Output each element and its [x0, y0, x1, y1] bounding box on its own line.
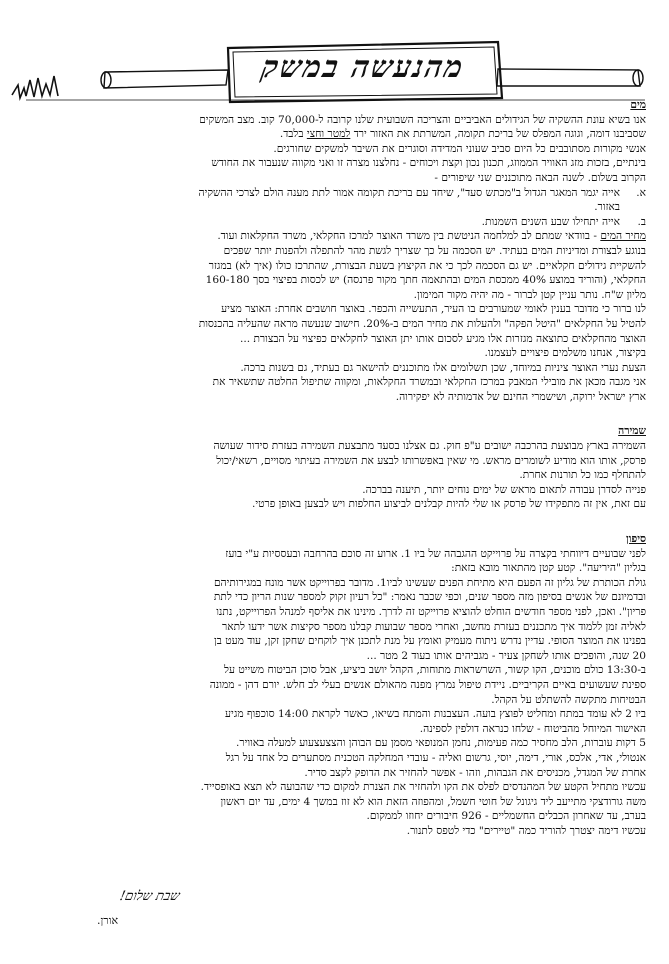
water-item-a-text: [26, 186, 620, 215]
water-item-a-line-1: אייה יגמר המאגר הגדול ב"מכתש סעד", שיחד עם בריכת תקומה אמור לתת מענה הולם לצרכי ההשקיה: [198, 186, 620, 199]
siphon-paragraph-12: ביו 2 לא עומד במתח ומחליט לפוצץ בועה. העצבנות והמתח בשיאו, כאשר לקראת 14:00 סוכפוף מגיע: [225, 708, 646, 721]
water-price-line-1: [26, 229, 646, 244]
siphon-paragraph-18: משה גורודצקי מתייעב ליד גיגונל של חוטי חשמל, ומהפוזה הזאת הוא לא זוז במשך 4 ימים, עד יום ראשון: [220, 795, 646, 808]
siphon-paragraph-6: לאליה זמן ללמוד איך מתכננים בעזרת מחשב, ואחרי מספר שבועות קבלנו מספר סקיצות אשר ידעו לתאר: [222, 620, 646, 633]
siphon-paragraph-2: בגליון "היריעה". קטע קטן מהתאור מובא בזאת:: [451, 562, 646, 575]
author-signature: אורן.: [97, 914, 119, 927]
water-price-line-2: בנוגע לבצורת ומדיניות המים בעתיד. יש הסכמה על כך שצריך לגשת מהר להתפלה ולהפנות יותר שפכים: [223, 244, 646, 257]
siphon-paragraph-20: עכשיו דימה יצטרך להוריד כמה "טיירים" כדי לטפס לתנור.: [406, 824, 646, 837]
water-price-line-5: מליון ש"ח. נותר עניין קטן לברור - מה יהיה מקור המימון.: [413, 288, 646, 301]
guard-paragraph-1: השמירה בארץ מבוצעת בהרכבה ישובים ע"פ חוק. גם אצלנו בסעד מתבצעת השמירה בעזרת סידור שעושה: [213, 440, 646, 453]
siphon-paragraph-16: אחרת של המגדל, מכניסים את הגבהות, וזהו - אפשר להחזיר את הדופק לקצב סדיר.: [304, 766, 646, 779]
guard-section-title: שמירה: [618, 425, 646, 438]
water-proposal-line-1: הצעת נערי האוצר ציניות במיוחד, שכן תשלומים אלו מתוכננים להישאר גם בעתיד, גם בשנות ברכה.: [240, 361, 646, 374]
siphon-paragraph-14: 5 דקות עוברות, הלב מחסיר כמה פעימות, נחמן המנופאי מסמן עם הבוהן והצצעצעוע למעלה באוויר.: [236, 737, 646, 750]
guard-paragraph-3: להתחלף כמו כל תורנות אחרת.: [519, 469, 646, 482]
siphon-paragraph-1: לפני שבועיים דיווחתי בקצרה על פרוייקט ההגבהה של ביו 1. ארוע זה סוכם בהרחבה ובעססיות ע"י בועז: [225, 547, 646, 560]
masthead-title: מהנעשה במשק: [258, 50, 468, 85]
water-price-text-1: - בוודאי שמתם לב למלחמה הניטשת בין משרד האוצר למרכז החקלאי, משרד החקלאות ועוד.: [217, 230, 601, 243]
water-treasury-line-2: להטיל על החקלאים "היטל הפקה" ולהעלות את מחיר המים ב-20%. חישוב שנעשה מראה שהעליה בהכנסות: [198, 317, 646, 330]
siphon-paragraph-3: גולת הכותרת של גליון זה הפעם היא מתיחת הפנים שעשינו לביו1. מדובר בפרוייקט אשר מונח במגירותיהם: [213, 576, 646, 589]
water-proposal-line-2: אני מגבה מכאן את מובילי המאבק במרכז החקלאי ובמשרד החקלאות, ומקווה שתיפול החלטה שתשאיר את: [212, 376, 646, 389]
guard-paragraph-4: פנייה לסדרן עבודה לתאום מראש של ימים נוחים יותר, תיענה בברכה.: [362, 483, 646, 496]
siphon-paragraph-19: בערב, עד שאחרון הכבלים החשמליים - 926 חיבורים יחוזו לממקום.: [366, 810, 646, 823]
masthead: [0, 0, 669, 110]
signoff-greeting: שבת שלום!: [118, 889, 181, 904]
siphon-paragraph-17: עכשיו מתחיל הקטע של המהנדסים לפלס את הקו ולהחזיר את הצנרת למקום כדי שהבועה לא תצא באופסייד.: [200, 781, 646, 794]
guard-section: [26, 424, 646, 512]
water-item-a-line-2: באזור.: [594, 201, 620, 214]
siphon-paragraph-5: פריון". ואכן, לפני מספר חודשים הוחלט להוציא פרוייקט זה לדרך. מינינו את אליסף למנהל הפרוייקט, נתנו: [216, 606, 646, 618]
siphon-paragraph-11: הבטיחות מתקשה להשתלט על הקהל.: [491, 693, 646, 706]
siphon-paragraph-8: 20 שנה, והופכים אותו לשחקן צעיר - מגביהים אותו בעוד 2 מטר ...: [366, 649, 646, 662]
water-treasury-line-3: האוצר מהחקלאים כתוצאה מגזרות אלו מגיע לסכום אותו יתן האוצר לחקלאים כפיצוי על הבצורת ...: [240, 332, 646, 345]
water-item-b: [26, 215, 646, 230]
water-paragraph-2a: שסביבנו דומה, וגוגה המפלס של בריכת תקומה, המשרתת את האזור ירד: [350, 128, 646, 141]
guard-paragraph-5: עם זאת, אין זה מתפקידו של פרסק או שלי להיות קבלנים לביצוע החלפות ויש לבצען באופן פרטי.: [252, 498, 646, 511]
guard-paragraph-2: פרסק, אותו הוא מודיע לשומרים מראש. מי שאין באפשרותו לבצע את השמירה בעיתוי מסויים, רשאי/יכול: [216, 454, 646, 467]
siphon-paragraph-15: אנטולי, אדי, אלכס, אורי, דימה, יוסי, גרשום ואליה - עובדי המחלקה הטכנית מסתערים כל אחד על רגל: [225, 751, 646, 764]
water-item-a-number: א.: [636, 186, 646, 199]
water-paragraph-2b: בלבד.: [279, 128, 307, 141]
water-item-b-text: אייה יתחילו שבע השנים השמנות.: [481, 215, 620, 228]
siphon-section: [26, 532, 646, 838]
water-section: [26, 98, 646, 404]
water-paragraph-2: [26, 127, 646, 142]
siphon-paragraph-9: ב-13:30 כולם מוכנים, הקו קשור, השרשראות מתוחות, הקהל יושב ביציע, אבל סוכן הביטוח משייט על: [224, 664, 646, 677]
siphon-section-title: סיפון: [626, 533, 646, 546]
water-item-b-number: ב.: [637, 215, 646, 228]
water-proposal-line-3: ארץ ישראל ירוקה, ושישמרי החינם של אדמותיה לא יפקירוה.: [395, 390, 646, 403]
water-price-label: מחיר המים: [600, 230, 646, 243]
siphon-paragraph-7: בפנינו את המוצר הסופי. עדיין נדרש ניתוח מעמיק ואומץ על מנת לתכנן איך לוקחים שחקן זקן, עוד מעט בן: [214, 635, 646, 648]
water-price-line-4: החקלאי, (והוריד במוצע 40% ממכסת המים ובהתאמה חתך מקור פרנסה) יש לכסות בפיצוי בסך 160-180: [205, 274, 646, 287]
water-price-line-3: להשקיית גידולים חקלאיים. יש גם הסכמה לכך כי את הקיצוץ בשעת הבצורת, שהתרכז כולו (איך לא) במגזר: [208, 259, 646, 272]
water-treasury-line-4: בקיצור, אנחנו משלמים פיצויים לעצמנו.: [484, 347, 646, 360]
article-body: [26, 98, 646, 839]
water-paragraph-3: אנשי מקורות מסתובבים כל היום סביב שעוני המדידה וסוגרים את השיבר למשקים שחורגים.: [273, 142, 646, 155]
siphon-paragraph-13: האישור המיוחל מהביטוח - שלחו כנראה דולפין לספינה.: [419, 722, 646, 735]
water-section-title: מים: [630, 99, 646, 111]
water-level-highlight: למטר וחצי: [306, 128, 351, 141]
water-item-a: [26, 186, 646, 215]
siphon-paragraph-4: ובדמיונם של אנשים בסיפון מזה מספר שנים, וכפי שכבר נאמר: "כל רעיון זקוק למספר שנות הריון כדי לתת: [213, 591, 646, 604]
water-treasury-line-1: לנו ברור כי מדובר בענין לאומי שמעורבים בו העיר, התעשייה והכפר. באוצר חושבים אחרת: האוצר מציע: [221, 303, 646, 316]
water-paragraph-4: בינתיים, בזכות מזג האוויר הממוזג, תכנון נכון וקצת ויכוחים - נחלצנו מצרה זו ואני מקווה שנעבור את החודש: [211, 157, 646, 170]
water-paragraph-1: אנו בשיא עונת ההשקיה של הגידולים האביביים והצריכה השבועית שלנו קרובה ל-70,000 קוב. מצב המשקים: [199, 113, 646, 126]
siphon-paragraph-10: ספינת שעשועים באיים הקריביים. ניידת טיפול נמרץ מפנה מהאולם אנשים בעלי לב חלש. יורם דהן - ממונה: [209, 678, 646, 691]
water-paragraph-5: הקרוב בשלום. לשנה הבאה מתוכננים שני שיפורים -: [434, 171, 646, 184]
